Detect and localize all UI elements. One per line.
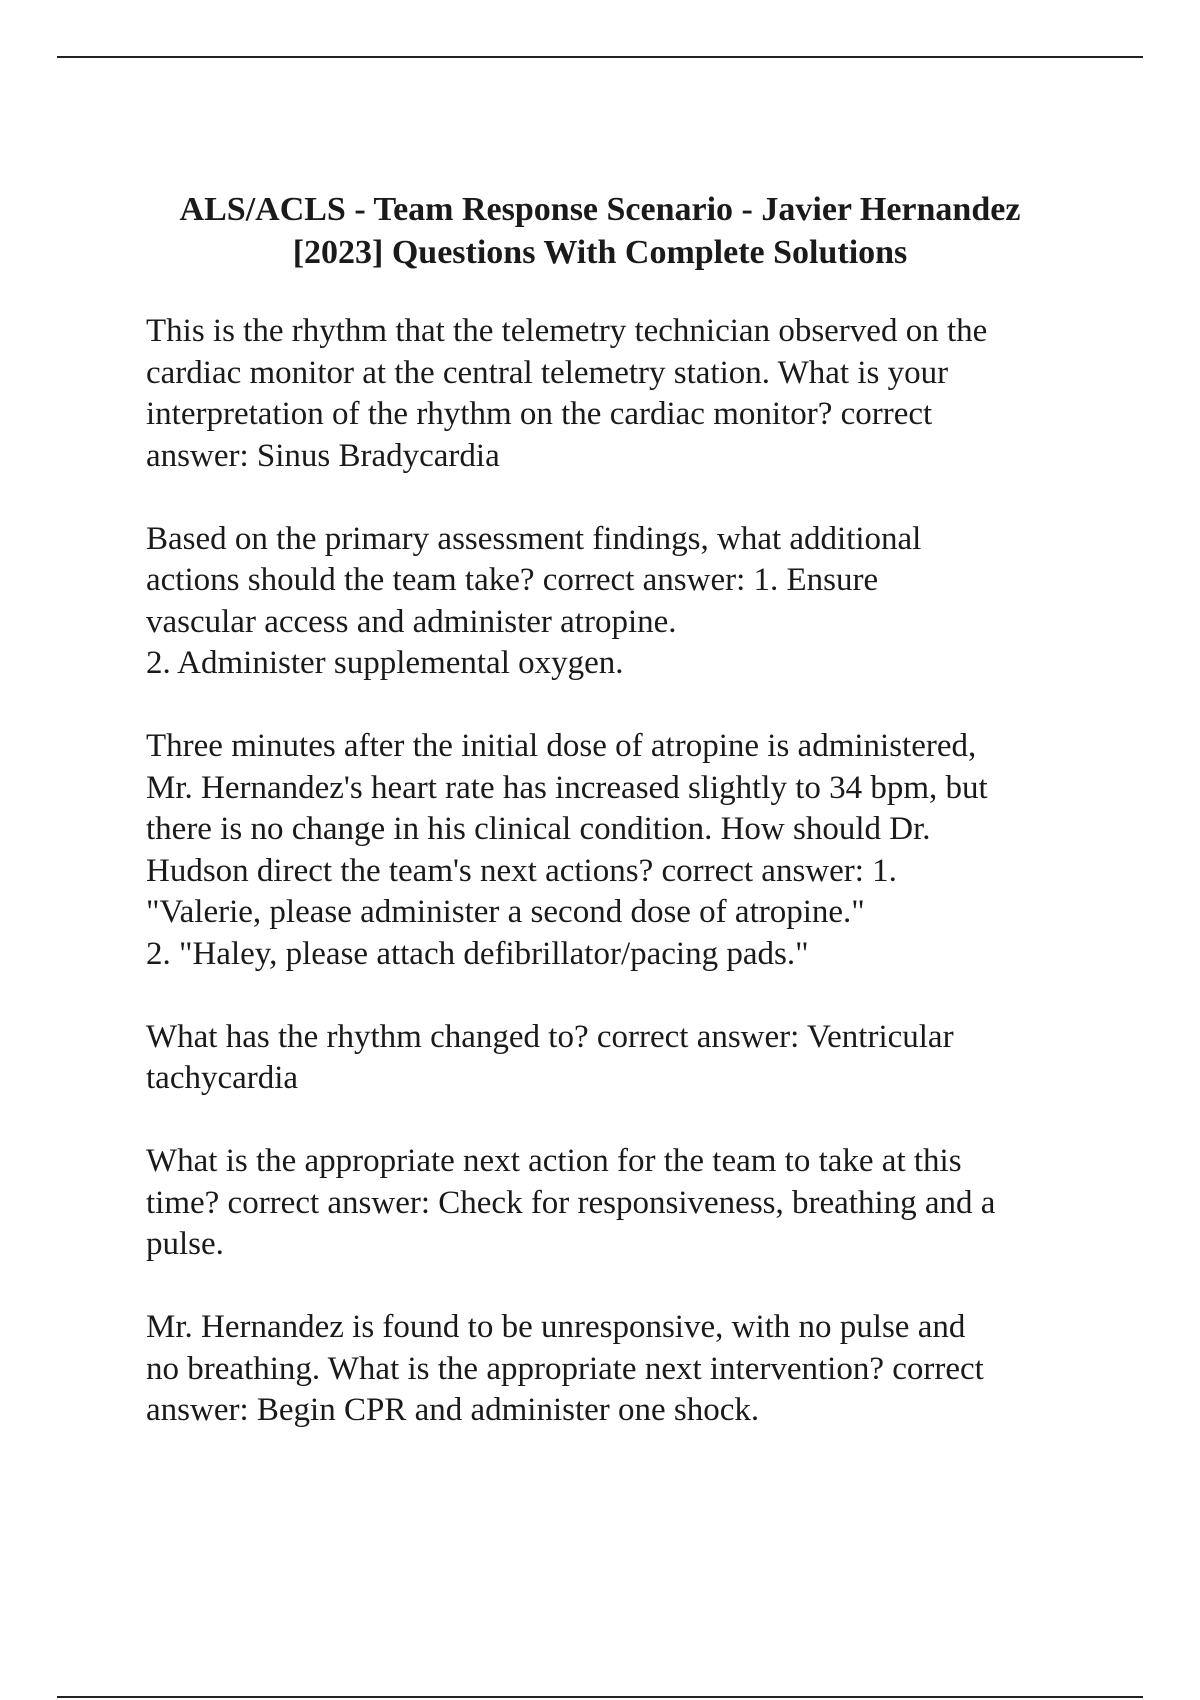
bottom-divider bbox=[57, 1696, 1143, 1698]
qa-item-2 bbox=[146, 519, 1106, 685]
text-line: "Valerie, please administer a second dose of atropine." bbox=[146, 894, 865, 930]
qa-item-4 bbox=[146, 1017, 1106, 1100]
document-body bbox=[146, 311, 1106, 1473]
title-line-2: [2023] Questions With Complete Solutions bbox=[292, 234, 908, 271]
top-divider bbox=[57, 56, 1143, 58]
qa-item-3 bbox=[146, 726, 1106, 975]
text-line: interpretation of the rhythm on the cardiac monitor? correct bbox=[146, 396, 933, 432]
text-line: time? correct answer: Check for responsiveness, breathing and a bbox=[146, 1184, 996, 1221]
text-line: Based on the primary assessment findings, what additional bbox=[146, 520, 922, 557]
text-line: This is the rhythm that the telemetry technician observed on the bbox=[146, 313, 988, 349]
text-line: vascular access and administer atropine. bbox=[146, 603, 677, 640]
text-line: pulse. bbox=[146, 1226, 224, 1262]
text-line: cardiac monitor at the central telemetry station. What is your bbox=[146, 354, 949, 391]
text-line: What is the appropriate next action for the team to take at this bbox=[146, 1143, 962, 1179]
text-line: Three minutes after the initial dose of atropine is administered, bbox=[146, 728, 977, 764]
qa-item-6 bbox=[146, 1307, 1106, 1432]
page-title bbox=[140, 188, 1060, 274]
text-line: answer: Sinus Bradycardia bbox=[146, 437, 500, 474]
text-line: Mr. Hernandez is found to be unresponsive, with no pulse and bbox=[146, 1309, 966, 1345]
text-line: tachycardia bbox=[146, 1060, 299, 1096]
title-line-1: ALS/ACLS - Team Response Scenario - Javier Hernandez bbox=[179, 191, 1021, 228]
text-line: Hudson direct the team's next actions? correct answer: 1. bbox=[146, 852, 897, 889]
text-line: answer: Begin CPR and administer one shock. bbox=[146, 1392, 760, 1428]
text-line: What has the rhythm changed to? correct answer: Ventricular bbox=[146, 1018, 954, 1055]
text-line: no breathing. What is the appropriate next intervention? correct bbox=[146, 1350, 984, 1387]
text-line: there is no change in his clinical condition. How should Dr. bbox=[146, 811, 931, 847]
text-line: actions should the team take? correct answer: 1. Ensure bbox=[146, 562, 879, 598]
text-line: 2. Administer supplemental oxygen. bbox=[146, 645, 624, 681]
qa-item-1 bbox=[146, 311, 1106, 477]
text-line: 2. "Haley, please attach defibrillator/pacing pads." bbox=[146, 935, 809, 972]
text-line: Mr. Hernandez's heart rate has increased slightly to 34 bpm, but bbox=[146, 769, 988, 806]
qa-item-5 bbox=[146, 1141, 1106, 1266]
